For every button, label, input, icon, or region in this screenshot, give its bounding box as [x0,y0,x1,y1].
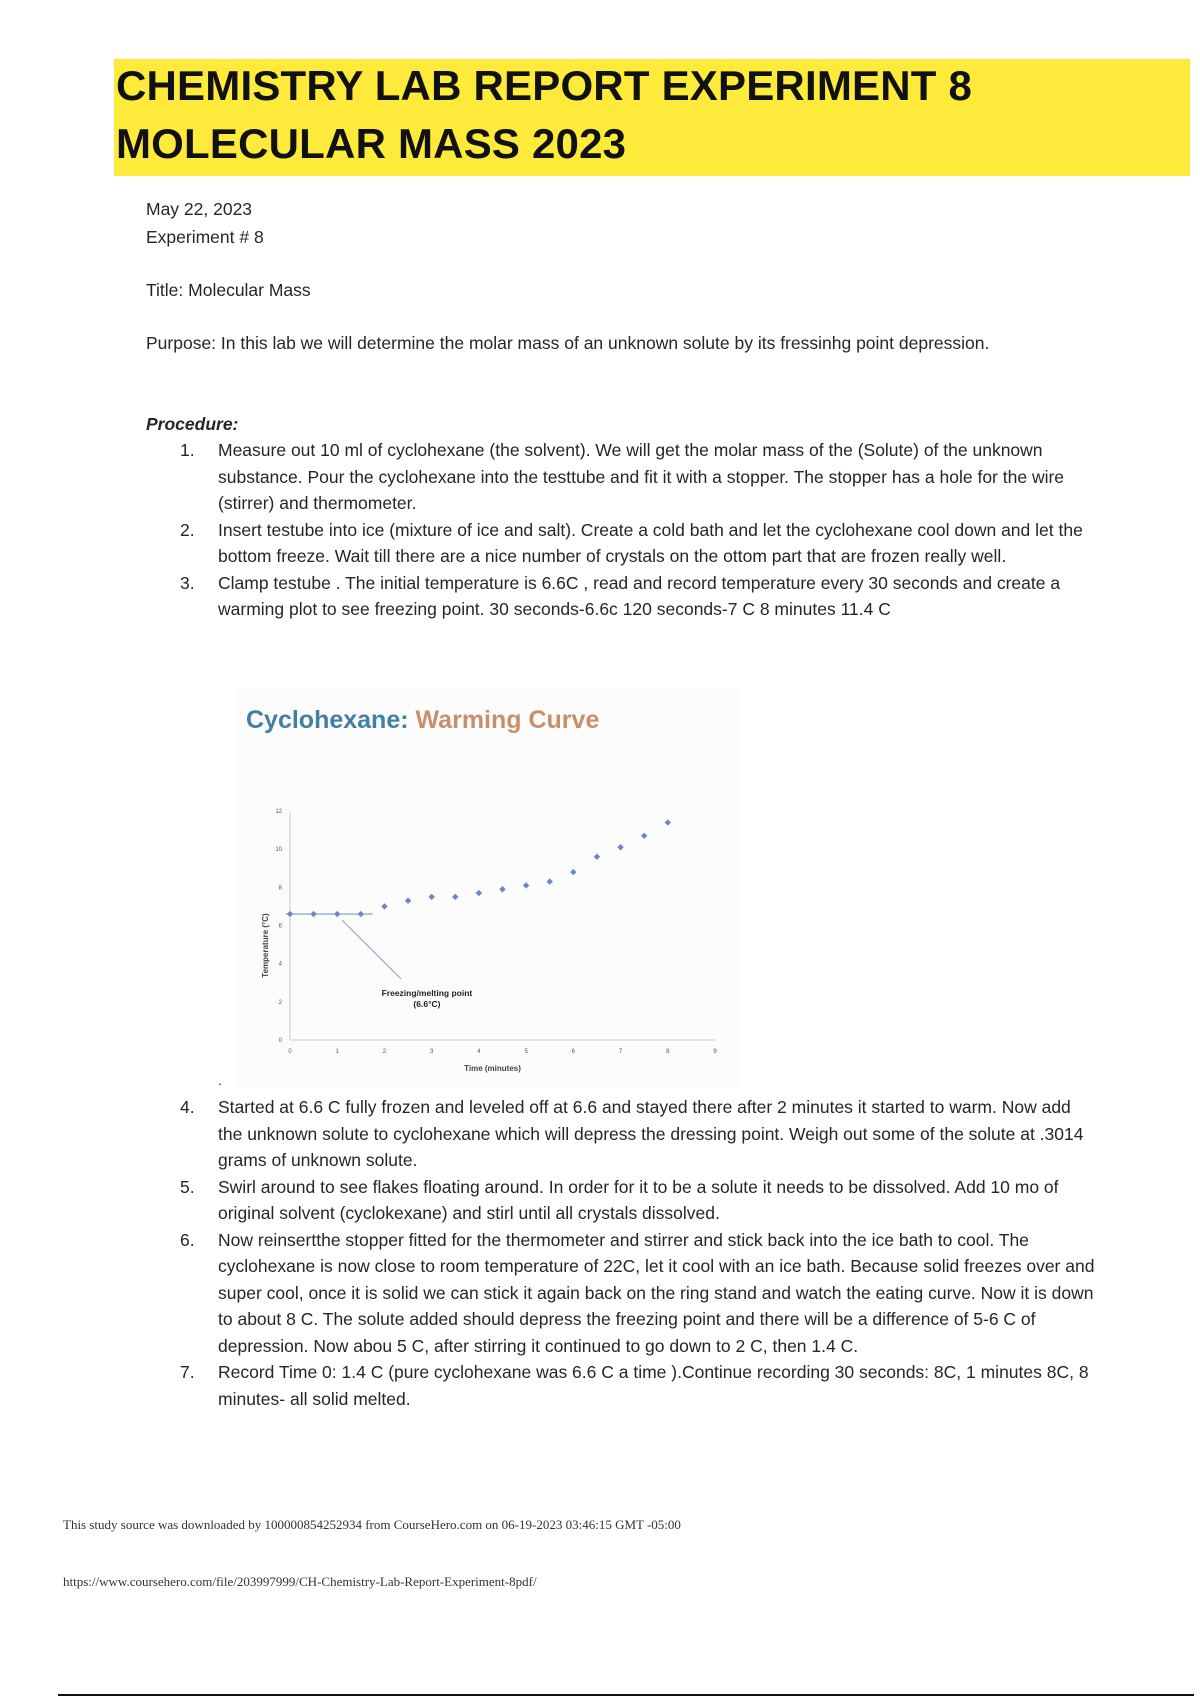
x-tick-label: 2 [382,1049,387,1055]
page-title-line-2: MOLECULAR MASS 2023 [116,120,627,167]
y-tick-label: 6 [278,923,282,930]
chart-title-part-2: Warming Curve [415,706,600,734]
data-point [570,869,576,875]
purpose-paragraph: Purpose: In this lab we will determine the molar mass of an unknown solute by its fressinhg point depression. [146,333,990,353]
x-tick-label: 9 [713,1049,717,1055]
y-tick-label: 10 [275,847,282,854]
step-number: 2. [180,519,195,540]
report-date: May 22, 2023 [146,199,253,219]
procedure-step [146,570,1096,623]
report-title: Title: Molecular Mass [146,280,311,300]
x-tick-label: 3 [429,1049,434,1055]
x-tick-label: 8 [666,1049,670,1055]
procedure-step [146,437,1096,517]
step-text: Clamp testube . The initial temperature is 6.6C , read and record temperature every 30 seconds and create a warming plot to see freezing point. 30 seconds-6.6c 120 seconds-7 C 8 minutes 11.4 C [218,572,1061,619]
annotation-label-line-2: (6.6°C) [413,999,441,1010]
x-tick-label: 0 [288,1049,292,1055]
page-bottom-rule [58,1694,1194,1696]
x-tick-label: 5 [524,1049,528,1055]
source-url[interactable]: https://www.coursehero.com/file/203997999/CH-Chemistry-Lab-Report-Experiment-8pdf/ [63,1574,537,1589]
step-number: 5. [180,1176,195,1197]
step-number: 1. [180,440,195,460]
procedure-step [146,1359,1096,1412]
procedure-step [146,1227,1096,1360]
data-point [499,886,505,892]
x-tick-label: 1 [335,1049,339,1055]
experiment-number: Experiment # 8 [146,227,264,247]
y-tick-label: 0 [278,1038,282,1044]
step-number: 6. [180,1229,195,1250]
data-point [523,882,529,888]
procedure-step [146,1094,1096,1174]
step-text: Insert testube into ice (mixture of ice and salt). Create a cold bath and let the cyclohexane cool down and let the bottom freeze. Wait till there are a nice number of crystals on the ottom part that are frozen really well. [218,519,1083,566]
step-number: 7. [180,1362,195,1382]
y-tick-label: 4 [278,961,282,968]
data-point [358,911,364,917]
data-point [452,894,458,900]
procedure-step [146,1174,1096,1227]
step-text: Record Time 0: 1.4 C (pure cyclohexane was 6.6 C a time ).Continue recording 30 seconds: 8C, 1 minutes 8C, 8 minutes- all solid melted. [218,1362,1089,1409]
chart-title [246,706,599,735]
data-point [405,897,411,903]
data-point [594,854,600,860]
x-tick-label: 7 [618,1049,623,1055]
annotation-label-line-1: Freezing/melting point [381,988,473,999]
y-tick-label: 12 [275,809,282,815]
data-point [381,903,387,909]
step-text: Started at 6.6 C fully frozen and leveled off at 6.6 and stayed there after 2 minutes it started to warm. Now add the unknown solute to cyclohexane which will depress the dressing point. Weigh out some of the solute at .3014 grams of unknown solute. [218,1097,1084,1170]
chart-title-part-1: Cyclohexane: [246,706,409,734]
data-point [428,894,434,900]
download-source-note: This study source was downloaded by 100000854252934 from CourseHero.com on 06-19-2023 03:46:15 GMT -05:00 [63,1517,681,1532]
procedure-list-part-2 [146,1094,1096,1412]
x-tick-label: 4 [477,1049,481,1055]
step-text: Now reinsertthe stopper fitted for the thermometer and stirrer and stick back into the ice bath to cool. The cyclohexane is now close to room temperature of 22C, let it cool with an ice bath. Because solid freezes over and super cool, once it is solid we can stick it again back on the ring stand and watch the eating curve. Now it is down to about 8 C. The solute added should depress the freezing point and there will be a difference of 5-6 C of depression. Now abou 5 C, after stirring it continued to go down to 2 C, then 1.4 C. [218,1229,1095,1356]
page-title-line-1: CHEMISTRY LAB REPORT EXPERIMENT 8 [116,62,973,109]
data-point [334,911,340,917]
data-point [617,844,623,850]
y-axis-label: Temperature (°C) [261,913,270,978]
data-point [310,911,316,917]
step-number: 3. [180,572,195,593]
data-point [287,911,293,917]
procedure-list-part-1 [146,437,1096,623]
y-tick-label: 2 [278,999,282,1006]
procedure-step [146,517,1096,570]
x-axis-label: Time (minutes) [464,1064,521,1073]
step-text: Measure out 10 ml of cyclohexane (the solvent). We will get the molar mass of the (Solute) of the unknown substance. Pour the cyclohexane into the testtube and fit it with a stopper. The stopper has a hole for the wire (stirrer) and thermometer. [218,440,1065,513]
x-tick-label: 6 [571,1049,576,1055]
y-tick-label: 8 [278,885,282,892]
data-point [641,833,647,839]
data-point [547,878,553,884]
step-number: 4. [180,1097,195,1117]
warming-curve-chart [238,798,738,1088]
data-point [665,819,671,825]
step-text: Swirl around to see flakes floating around. In order for it to be a solute it needs to be dissolved. Add 10 mo of original solvent (cyclokexane) and stirl until all crystals dissolved. [218,1176,1059,1223]
procedure-heading: Procedure: [146,414,239,434]
stray-period: . [218,1072,222,1088]
annotation-arrow [342,920,401,979]
data-point [476,890,482,896]
